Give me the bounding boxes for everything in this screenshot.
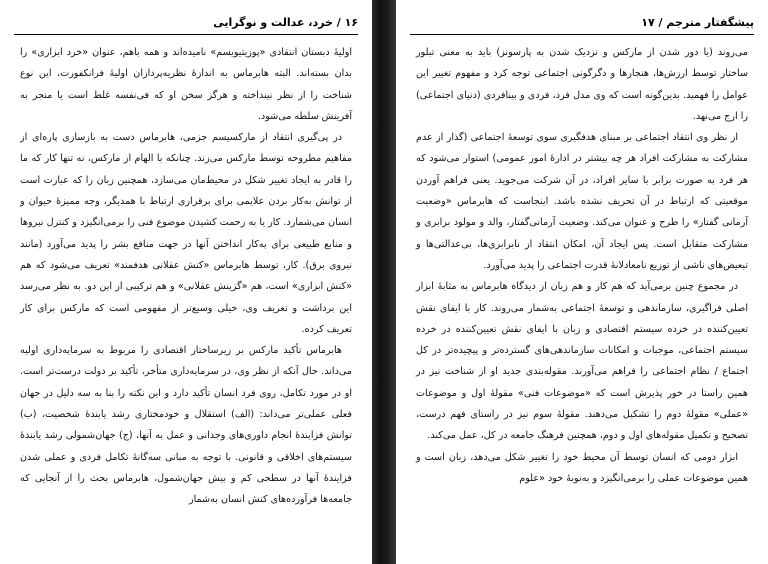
paragraph: در پی‌گیری انتقاد از مارکسیسم جزمی، هابرماس دست به بازسازی پاره‌ای از مفاهیم مطروحه توسط مارکس می‌زند. چنانکه با الهام از مارکس، نه تنها کار که ما را قادر به ایجاد تغییر شکل در محیط‌مان می‌سازد، همچنین زبان را که عبارت است از توانش به‌کار بردن علایمی برای برقراری ارتباط با همدیگر، وجه ممیزهٔ حیوان و انسان می‌شمارد. کار یا به زحمت کشیدن موضوع فنی را برمی‌انگیزد و کنترل نیروها و منابع طبیعی برای به‌کار انداختن آنها در جهت منافع بشر را پدید می‌آورد (مانند نیروی برق). کار، توسط هابرماس «کنش عقلانی هدفمند» تعریف می‌شود که هم «کنش ابزاری» است، هم «گزینش عقلانی» و هم ترکیبی از این دو. به نظر می‌رسد این برداشت و تعریف وی، خیلی وسیع‌تر از مفهومی است که مارکس برای کار تعریف کرده. [20, 132, 352, 335]
paragraph: اولیهٔ دبستان انتقادی «پوزیتیویسم» نامیده‌اند و همه باهم، عنوان «خرد ابزاری» را بدان بسته‌اند. البته هابرماس به اندازهٔ نظریه‌پردازان اولیهٔ فرانکفورت، این نوع شناخت را از نظر نینداخته و هرگز سخن او که فی‌نفسه غلط است یا منجر به آفرینش سلطه می‌شود. [20, 47, 352, 122]
right-page [396, 0, 768, 564]
paragraph: می‌روند (یا دور شدن از مارکس و نزدیک شدن به پارسونز) باید به معنی تبلور ساختار توسط ارزش‌ها، هنجارها و دگرگونی اجتماعی توجه کرد و مفهوم تغییر این عوامل را فهمید. بدین‌گونه است که وی مدل فرد، فردی و بینافردی (دنیای اجتماعی) را ارج می‌نهد. [416, 47, 748, 122]
paragraph: هابرماس تأکید مارکس بر زیرساختار اقتصادی را مربوط به سرمایه‌داری اولیه می‌داند. حال آنکه از نظر وی، در سرمایه‌داری متأخر، تأکید بر دولت درست‌تر است. او در مورد تکامل، روی فرد انسان تأکید دارد و این نکته را بنا به سه دلیل در جهان فعلی عملی‌تر می‌داند: (الف) استقلال و خودمختاری رشد یابندهٔ شخصیت، (ب) توانش فزایندهٔ انجام داوری‌های وجدانی و عمل به آنها، (ج) جهان‌شمولی رشد یابندهٔ سیستم‌های اخلاقی و قانونی. با توجه به مبانی سه‌گانهٔ تکامل فردی و عملی شدن فزایندهٔ آنها در سطحی کم و بیش جهان‌شمول، هابرماس بحث را از آنجایی که جامعه‌ها فرآورده‌های کنش انسان به‌شمار [20, 345, 352, 506]
paragraph: از نظر وی انتقاد اجتماعی بر مبنای هدفگیری سوی توسعهٔ اجتماعی (گذار از عدم مشارکت به مشارکت افراد هر چه بیشتر در ادارهٔ امور عمومی) استوار می‌شود که هر فرد به صورت برابر با سایر افراد، در آن شرکت می‌جوید. یعنی فراهم آوردن موقعیتی که ارتباط در آن تحریف نشده باشد. اینجاست که هابرماس «وضعیت آرمانی گفتار» را طرح و عنوان می‌کند. وضعیت آرمانی‌گفتار، والد و مولود برابری و مشارکت متقابل است. پس ایجاد آن، امکان انتقاد از نابرابری‌ها، بی‌عدالتی‌ها و تبعیض‌های ناشی از توزیع نامعادلانهٔ قدرت اجتماعی را پدید می‌آورد. [416, 132, 748, 271]
right-page-body [416, 42, 748, 564]
paragraph: ابزار دومی که انسان توسط آن محیط خود را تغییر شکل می‌دهد، زبان است و همین موضوعات عملی را برمی‌انگیزد و به‌نوبهٔ خود «علوم [416, 451, 748, 484]
book-spine-gutter [372, 0, 396, 564]
left-page [0, 0, 372, 564]
left-page-header: ۱۶ / خرد، عدالت و نوگرایی [14, 14, 358, 35]
paragraph: در مجموع چنین برمی‌آید که هم کار و هم زبان از دیدگاه هابرماس به مثابهٔ ابزار اصلی فراگیری، سازماندهی و توسعهٔ اجتماعی به‌شمار می‌روند. کار با ایفای نقش تعیین‌کننده در خرده سیستم اقتصادی و زبان با ایفای نقش تعیین‌کننده در خرده سیستم اجتماعی، موجبات و امکانات سازماندهی‌های گسترده‌تر و پیچیده‌تر در کل اجتماع / نظام اجتماعی را فراهم می‌آورند. مقوله‌بندی جدید او از شناخت نیز در همین راستا در خور پذیرش است که «موضوعات فنی» مقولهٔ اول و موضوعات «عملی» مقولهٔ دوم را تشکیل می‌دهند. مقولهٔ سوم نیز در راستای فهم درست، تصحیح و تکمیل مقوله‌های اول و دوم، همچنین فرهنگ جامعه در کل، عمل می‌کند. [416, 281, 748, 442]
left-page-body [20, 42, 352, 564]
right-page-header: پیشگفتار مترجم / ۱۷ [410, 14, 754, 35]
